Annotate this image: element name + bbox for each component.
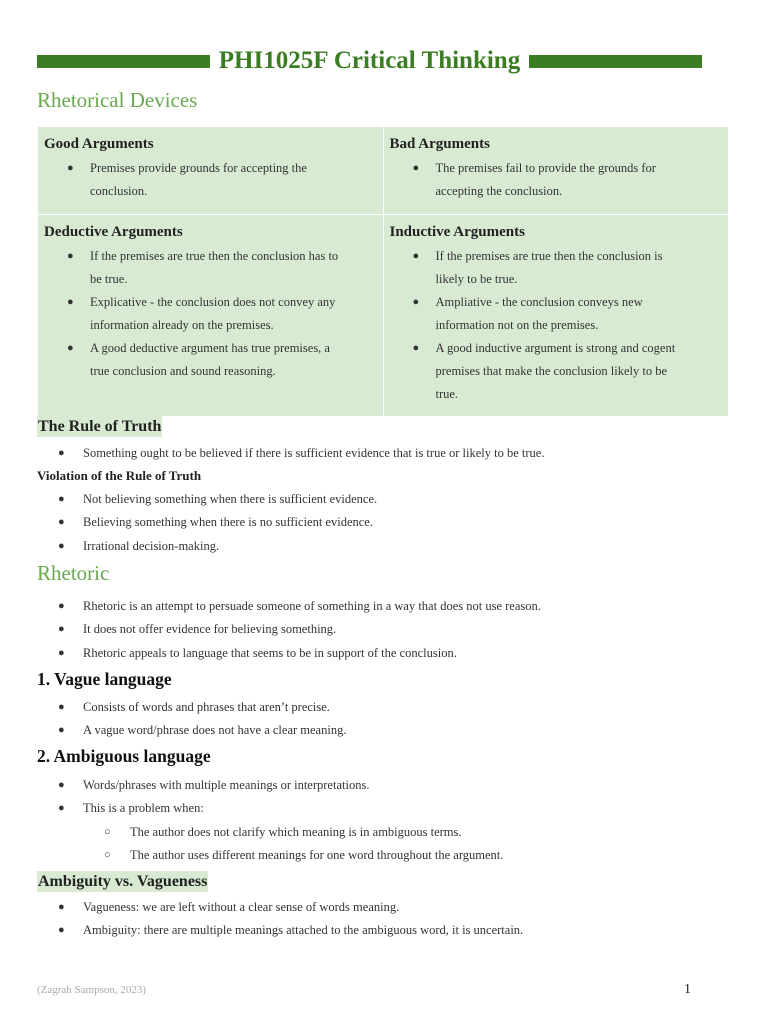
title-bar-right bbox=[529, 55, 702, 68]
heading-rhetorical-devices: Rhetorical Devices bbox=[37, 88, 198, 112]
title-bar-left bbox=[37, 55, 210, 68]
bullet-icon: ● bbox=[58, 802, 65, 815]
rule-of-truth-list bbox=[37, 442, 727, 465]
sub-list-item: ○ The author does not clarify which meaning is in ambiguous terms. bbox=[37, 821, 727, 844]
list-item: ● Irrational decision-making. bbox=[37, 535, 727, 558]
circle-bullet-icon: ○ bbox=[104, 825, 111, 838]
title-banner bbox=[37, 46, 702, 76]
footer-credit: (Zagrah Sampson, 2023) bbox=[37, 984, 147, 996]
bad-arguments-cell bbox=[383, 127, 729, 215]
deductive-arguments-cell bbox=[38, 215, 384, 417]
list-item: ● A good inductive argument is strong and cogent premises that make the conclusion likely to be true. bbox=[390, 337, 721, 406]
list-item: ● Ampliative - the conclusion conveys new information not on the premises. bbox=[390, 291, 721, 337]
bullet-icon: ● bbox=[58, 447, 65, 459]
heading-vague-language: 1. Vague language bbox=[37, 669, 172, 689]
ambiguity-vs-vagueness-list bbox=[37, 896, 727, 943]
list-item: ● Words/phrases with multiple meanings or interpretations. bbox=[37, 774, 727, 797]
bullet-icon: ● bbox=[58, 516, 65, 529]
bullet-icon: ● bbox=[412, 342, 420, 354]
list-item: ● A vague word/phrase does not have a clear meaning. bbox=[37, 719, 727, 742]
bullet-icon: ● bbox=[58, 724, 65, 737]
bullet-icon: ● bbox=[412, 296, 420, 308]
bullet-icon: ● bbox=[58, 600, 65, 612]
ambiguous-language-list bbox=[37, 774, 727, 867]
inductive-arguments-title: Inductive Arguments bbox=[389, 224, 525, 240]
list-item: ● The premises fail to provide the grounds for accepting the conclusion. bbox=[390, 157, 721, 203]
bullet-icon: ● bbox=[412, 250, 420, 262]
bullet-icon: ● bbox=[58, 779, 65, 791]
bullet-icon: ● bbox=[58, 924, 65, 937]
vague-language-list bbox=[37, 696, 727, 743]
circle-bullet-icon: ○ bbox=[104, 848, 111, 861]
list-item: ● Consists of words and phrases that aren’t precise. bbox=[37, 696, 727, 719]
bullet-icon: ● bbox=[67, 296, 74, 308]
list-item: ● Believing something when there is no sufficient evidence. bbox=[37, 511, 727, 534]
list-item: ● A good deductive argument has true premises, a true conclusion and sound reasoning. bbox=[44, 337, 375, 383]
list-item: ● Ambiguity: there are multiple meanings attached to the ambiguous word, it is uncertain. bbox=[37, 919, 727, 942]
rhetoric-list bbox=[37, 595, 727, 665]
inductive-arguments-cell bbox=[383, 215, 729, 417]
bad-arguments-title: Bad Arguments bbox=[389, 136, 490, 152]
good-arguments-title: Good Arguments bbox=[44, 136, 154, 152]
page-title: PHI1025F Critical Thinking bbox=[218, 47, 521, 74]
arguments-table bbox=[37, 126, 729, 417]
bullet-icon: ● bbox=[58, 646, 65, 659]
deductive-arguments-title: Deductive Arguments bbox=[44, 224, 183, 240]
bullet-icon: ● bbox=[58, 493, 65, 505]
list-item: ● It does not offer evidence for believing something. bbox=[37, 618, 727, 641]
bullet-icon: ● bbox=[58, 623, 65, 636]
bullet-icon: ● bbox=[58, 901, 65, 913]
bullet-icon: ● bbox=[67, 342, 74, 354]
good-arguments-cell bbox=[38, 127, 384, 215]
heading-violation-rule-of-truth: Violation of the Rule of Truth bbox=[37, 468, 202, 483]
list-item: ● Explicative - the conclusion does not convey any information already on the premises. bbox=[44, 291, 375, 337]
page-number: 1 bbox=[684, 982, 691, 997]
list-item: ● Rhetoric is an attempt to persuade someone of something in a way that does not use reason. bbox=[37, 595, 727, 618]
bullet-icon: ● bbox=[412, 162, 420, 174]
list-item: ● Something ought to be believed if there is sufficient evidence that is true or likely to be true. bbox=[37, 442, 727, 465]
list-item: ● Premises provide grounds for accepting the conclusion. bbox=[44, 157, 375, 203]
list-item: ● This is a problem when: bbox=[37, 797, 727, 820]
list-item: ● Not believing something when there is sufficient evidence. bbox=[37, 488, 727, 511]
bullet-icon: ● bbox=[58, 539, 65, 552]
bullet-icon: ● bbox=[67, 250, 74, 262]
heading-ambiguous-language: 2. Ambiguous language bbox=[37, 746, 211, 766]
list-item: ● Vagueness: we are left without a clear sense of words meaning. bbox=[37, 896, 727, 919]
heading-ambiguity-vs-vagueness: Ambiguity vs. Vagueness bbox=[38, 873, 208, 890]
violation-list bbox=[37, 488, 727, 558]
list-item: ● If the premises are true then the conclusion is likely to be true. bbox=[390, 245, 721, 291]
bullet-icon: ● bbox=[58, 701, 65, 713]
list-item: ● Rhetoric appeals to language that seems to be in support of the conclusion. bbox=[37, 642, 727, 665]
sub-list-item: ○ The author uses different meanings for one word throughout the argument. bbox=[37, 844, 727, 867]
heading-rule-of-truth: The Rule of Truth bbox=[38, 418, 162, 435]
bullet-icon: ● bbox=[67, 162, 74, 174]
list-item: ● If the premises are true then the conclusion has to be true. bbox=[44, 245, 375, 291]
heading-rhetoric: Rhetoric bbox=[37, 561, 110, 585]
